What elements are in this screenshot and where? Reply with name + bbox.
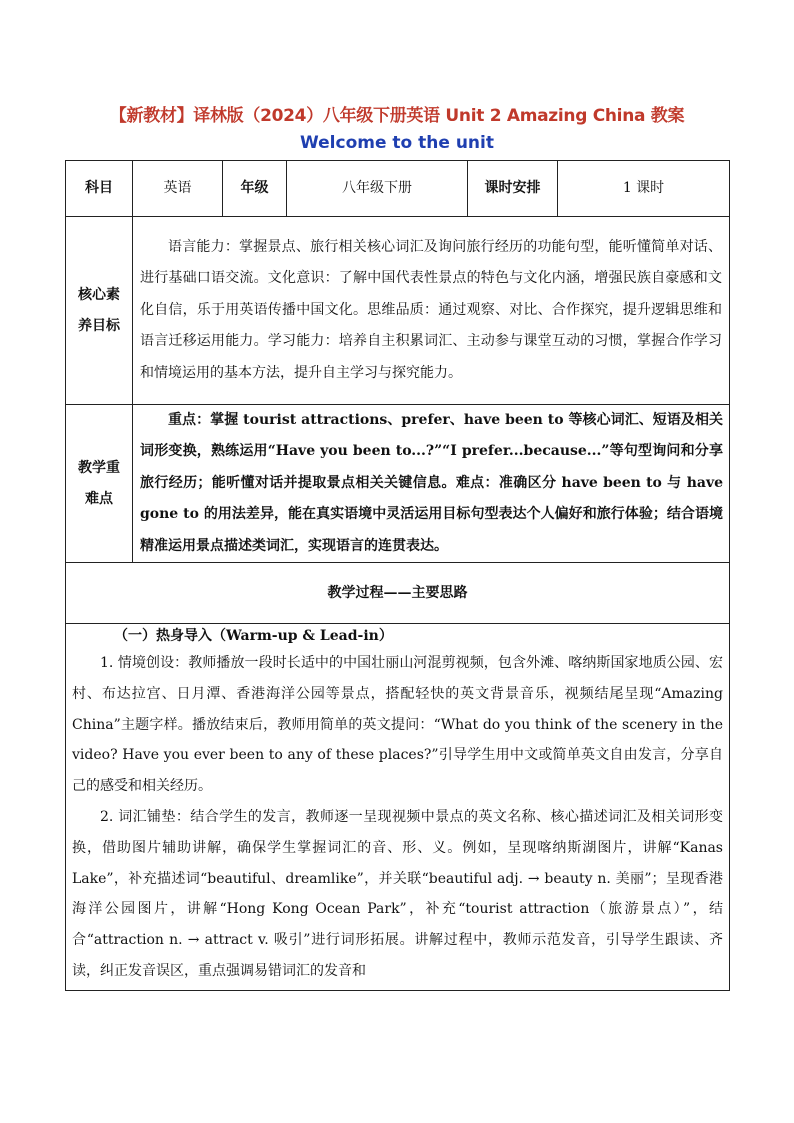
subject-value: 英语: [133, 161, 223, 217]
process-title: 教学过程——主要思路: [66, 563, 730, 624]
grade-label: 年级: [223, 161, 287, 217]
subject-label: 科目: [66, 161, 133, 217]
process-header-row: [66, 563, 730, 624]
key-points-row: [66, 405, 730, 563]
hours-label: 课时安排: [468, 161, 558, 217]
core-literacy-row: [66, 217, 730, 405]
key-points-text: 重点：掌握 tourist attractions、prefer、have been to 等核心词汇、短语及相关词形变换，熟练运用“Have you been to...?”“I prefer...because...”等句型询问和分享旅行经历；能听懂对话并提取景点相关关键信息。难点：准确区分 have been to 与 have gone to 的用法差异，能在真实语境中灵活运用目标句型表达个人偏好和旅行体验；结合语境精准运用景点描述类词汇，实现语言的连贯表达。: [133, 405, 730, 563]
section-title-warmup: （一）热身导入（Warm-up & Lead-in）: [114, 628, 393, 645]
process-body-row: [66, 624, 730, 991]
hours-value: 1 课时: [558, 161, 730, 217]
core-literacy-label: 核心素养目标: [66, 217, 133, 405]
lesson-plan-table: [65, 160, 730, 991]
page-subtitle: Welcome to the unit: [300, 133, 494, 153]
grade-value: 八年级下册: [287, 161, 468, 217]
key-points-label: 教学重难点: [66, 405, 133, 563]
process-paragraph-1: 1. 情境创设：教师播放一段时长适中的中国壮丽山河混剪视频，包含外滩、喀纳斯国家地质公园、宏村、布达拉宫、日月潭、香港海洋公园等景点，搭配轻快的英文背景音乐，视频结尾呈现“Amazing China”主题字样。播放结束后，教师用简单的英文提问：“What do you think of the scenery in the video? Have you ever been to any of these places?”引导学生用中文或简单英文自由发言，分享自己的感受和相关经历。: [72, 655, 723, 795]
process-paragraph-2: 2. 词汇铺垫：结合学生的发言，教师逐一呈现视频中景点的英文名称、核心描述词汇及相关词形变换，借助图片辅助讲解，确保学生掌握词汇的音、形、义。例如，呈现喀纳斯湖图片，讲解“Kanas Lake”，补充描述词“beautiful、dreamlike”，并关联“beautiful adj. → beauty n. 美丽”；呈现香港海洋公园图片，讲解“Hong Kong Ocean Park”，补充“tourist attraction（旅游景点）”，结合“attraction n. → attract v. 吸引”进行词形拓展。讲解过程中，教师示范发音，引导学生跟读、齐读，纠正发音误区，重点强调易错词汇的发音和: [72, 809, 723, 979]
process-body: [66, 624, 730, 991]
info-row: [66, 161, 730, 217]
page-title: 【新教材】译林版（2024）八年级下册英语 Unit 2 Amazing China 教案: [109, 106, 685, 126]
core-literacy-text: 语言能力：掌握景点、旅行相关核心词汇及询问旅行经历的功能句型，能听懂简单对话、进行基础口语交流。文化意识：了解中国代表性景点的特色与文化内涵，增强民族自豪感和文化自信，乐于用英语传播中国文化。思维品质：通过观察、对比、合作探究，提升逻辑思维和语言迁移运用能力。学习能力：培养自主积累词汇、主动参与课堂互动的习惯，掌握合作学习和情境运用的基本方法，提升自主学习与探究能力。: [133, 217, 730, 405]
